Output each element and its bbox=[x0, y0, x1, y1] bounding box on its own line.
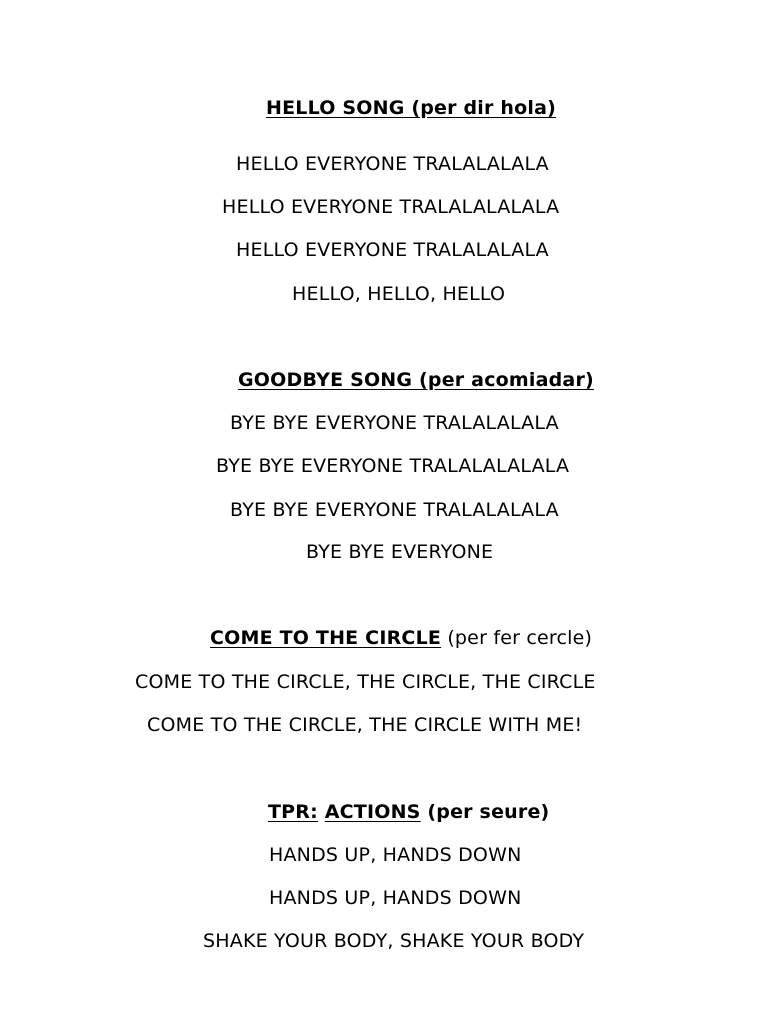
tpr-actions-heading bbox=[268, 800, 549, 824]
goodbye-song-line-1: BYE BYE EVERYONE TRALALALALA bbox=[230, 412, 559, 434]
hello-song-line-4: HELLO, HELLO, HELLO bbox=[292, 283, 506, 305]
circle-song-line-2: COME TO THE CIRCLE, THE CIRCLE WITH ME! bbox=[147, 714, 583, 736]
circle-song-heading bbox=[210, 626, 592, 650]
goodbye-song-title: GOODBYE SONG (per acomiadar) bbox=[238, 369, 594, 391]
tpr-actions-line-2: HANDS UP, HANDS DOWN bbox=[269, 887, 522, 909]
tpr-actions-line-1: HANDS UP, HANDS DOWN bbox=[269, 844, 522, 866]
tpr-actions-subtitle: (per seure) bbox=[427, 801, 550, 823]
goodbye-song-line-4: BYE BYE EVERYONE bbox=[306, 541, 494, 563]
circle-song-line-1: COME TO THE CIRCLE, THE CIRCLE, THE CIRCLE bbox=[135, 671, 596, 693]
tpr-actions-title-prefix: TPR: bbox=[268, 801, 318, 823]
hello-song-title: HELLO SONG (per dir hola) bbox=[266, 97, 556, 119]
hello-song-line-2: HELLO EVERYONE TRALALALALALA bbox=[222, 196, 560, 218]
circle-song-subtitle: (per fer cercle) bbox=[447, 627, 593, 649]
circle-song-title: COME TO THE CIRCLE bbox=[210, 627, 442, 649]
hello-song-line-3: HELLO EVERYONE TRALALALALA bbox=[236, 239, 549, 261]
tpr-actions-line-3: SHAKE YOUR BODY, SHAKE YOUR BODY bbox=[203, 930, 585, 952]
tpr-actions-title: ACTIONS bbox=[324, 801, 421, 823]
goodbye-song-line-2: BYE BYE EVERYONE TRALALALALALA bbox=[216, 455, 570, 477]
hello-song-line-1: HELLO EVERYONE TRALALALALA bbox=[236, 153, 549, 175]
goodbye-song-line-3: BYE BYE EVERYONE TRALALALALA bbox=[230, 499, 559, 521]
